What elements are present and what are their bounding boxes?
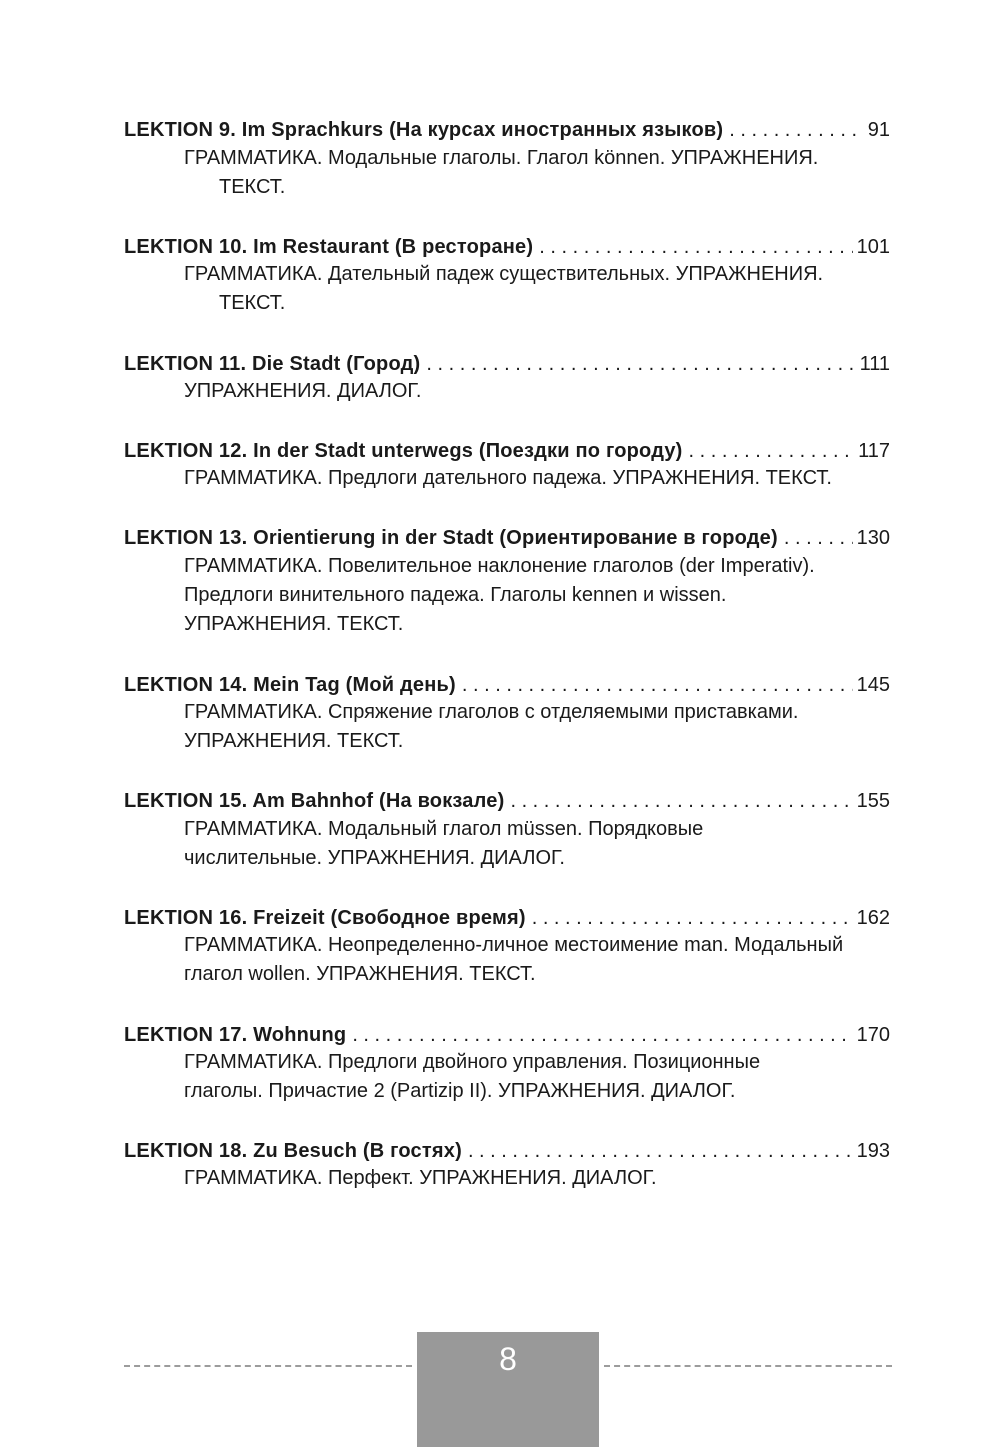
- dot-leader: [426, 353, 855, 376]
- toc-entry-title: LEKTION 9. Im Sprachkurs (На курсах иностранных языков): [124, 119, 724, 141]
- toc-entry-description: ГРАММАТИКА. Дательный падеж существительных. УПРАЖНЕНИЯ.: [184, 263, 824, 285]
- toc-entry-page: 155: [856, 790, 890, 812]
- footer-divider-right: [604, 1365, 892, 1367]
- toc-entry-description: числительные. УПРАЖНЕНИЯ. ДИАЛОГ.: [184, 847, 565, 869]
- toc-entry-title: LEKTION 18. Zu Besuch (В гостях): [124, 1140, 462, 1162]
- toc-entry-page: 130: [856, 527, 890, 549]
- toc-entry-description: ГРАММАТИКА. Модальные глаголы. Глагол können. УПРАЖНЕНИЯ.: [184, 147, 819, 169]
- toc-entry-page: 91: [867, 119, 890, 141]
- dot-leader: [468, 1140, 853, 1163]
- toc-entry-page: 162: [856, 907, 890, 929]
- toc-entry-description: ГРАММАТИКА. Предлоги дательного падежа. УПРАЖНЕНИЯ. ТЕКСТ.: [184, 467, 832, 489]
- toc-entry-title: LEKTION 10. Im Restaurant (В ресторане): [124, 236, 534, 258]
- toc-entry-page: 111: [859, 353, 890, 375]
- toc-entry-description: УПРАЖНЕНИЯ. ТЕКСТ.: [184, 730, 404, 752]
- toc-entry-description: Предлоги винительного падежа. Глаголы kennen и wissen.: [184, 584, 727, 606]
- toc-entry-title: LEKTION 12. In der Stadt unterwegs (Поездки по городу): [124, 440, 683, 462]
- toc-entry-description: УПРАЖНЕНИЯ. ДИАЛОГ.: [184, 380, 422, 402]
- toc-entry-page: 193: [856, 1140, 890, 1162]
- toc-entry-description: ГРАММАТИКА. Модальный глагол müssen. Порядковые: [184, 818, 704, 840]
- toc-entry-page: 145: [856, 674, 890, 696]
- toc-entry-description: ГРАММАТИКА. Спряжение глаголов с отделяемыми приставками.: [184, 701, 799, 723]
- toc-entry-description: ТЕКСТ.: [219, 292, 286, 314]
- dot-leader: [539, 236, 852, 259]
- toc-entry-title: LEKTION 11. Die Stadt (Город): [124, 353, 421, 375]
- toc-entry-page: 101: [856, 236, 890, 258]
- toc-entry-description: глаголы. Причастие 2 (Partizip II). УПРАЖНЕНИЯ. ДИАЛОГ.: [184, 1080, 736, 1102]
- toc-entry-page: 117: [858, 440, 890, 462]
- dot-leader: [462, 674, 853, 697]
- toc-entry-title: LEKTION 14. Mein Tag (Мой день): [124, 674, 456, 696]
- toc-entry-description: ГРАММАТИКА. Предлоги двойного управления. Позиционные: [184, 1051, 761, 1073]
- dot-leader: [729, 119, 864, 142]
- toc-entry-page: 170: [856, 1024, 890, 1046]
- toc-entry-description: глагол wollen. УПРАЖНЕНИЯ. ТЕКСТ.: [184, 963, 536, 985]
- toc-entry-title: LEKTION 15. Am Bahnhof (На вокзале): [124, 790, 505, 812]
- footer-divider-left: [124, 1365, 412, 1367]
- toc-entry-description: ТЕКСТ.: [219, 176, 286, 198]
- toc-entry-title: LEKTION 16. Freizeit (Свободное время): [124, 907, 526, 929]
- dot-leader: [532, 907, 853, 930]
- dot-leader: [510, 790, 852, 813]
- dot-leader: [784, 527, 853, 550]
- toc-entry-description: ГРАММАТИКА. Повелительное наклонение глаголов (der Imperativ).: [184, 555, 815, 577]
- toc-entry-title: LEKTION 17. Wohnung: [124, 1024, 347, 1046]
- toc-entry-description: ГРАММАТИКА. Перфект. УПРАЖНЕНИЯ. ДИАЛОГ.: [184, 1167, 657, 1189]
- toc-entry-description: ГРАММАТИКА. Неопределенно-личное местоимение man. Модальный: [184, 934, 844, 956]
- toc-entry-title: LEKTION 13. Orientierung in der Stadt (Ориентирование в городе): [124, 527, 778, 549]
- dot-leader: [689, 440, 855, 463]
- dot-leader: [352, 1024, 852, 1047]
- toc-entry-description: УПРАЖНЕНИЯ. ТЕКСТ.: [184, 613, 404, 635]
- page-number: 8: [499, 1341, 517, 1377]
